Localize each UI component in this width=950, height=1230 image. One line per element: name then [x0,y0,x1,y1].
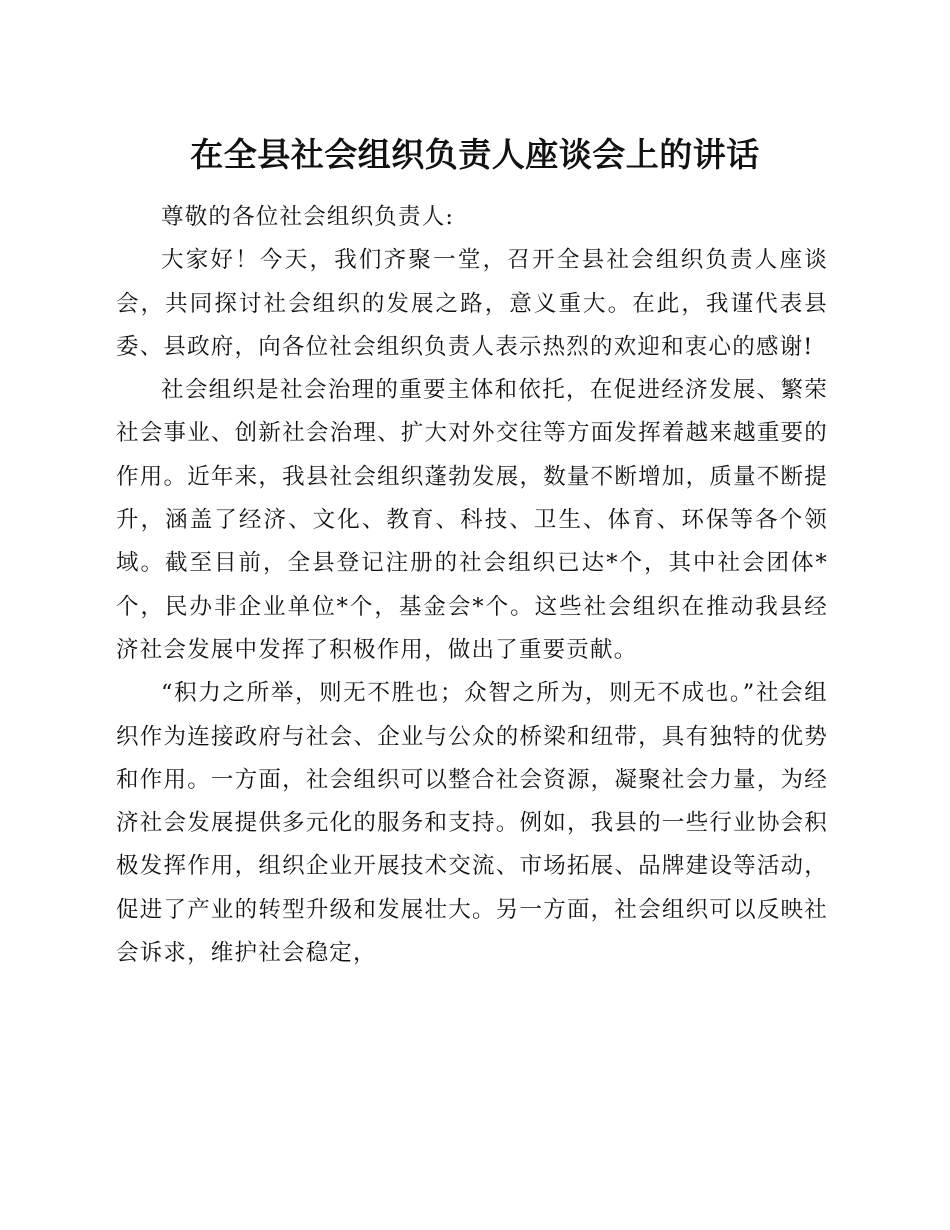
salutation: 尊敬的各位社会组织负责人: [161,204,455,230]
document-title: 在全县社会组织负责人座谈会上的讲话 [190,135,760,174]
paragraph-role-of-social-organizations: 社会组织是社会治理的重要主体和依托，在促进经济发展、繁荣社会事业、创新社会治理、扩大对外交往等方面发挥着越来越重要的作用。近年来，我县社会组织蓬勃发展，数量不断增加，质量不断提升，涵盖了经济、文化、教育、科技、卫生、体育、环保等各个领域。截至目前，全县登记注册的社会组织已达*个，其中社会团体*个，民办非企业单位*个，基金会*个。这些社会组织在推动我县经济社会发展中发挥了积极作用，做出了重要贡献。 [116,377,828,663]
paragraph-welcome: 大家好！今天，我们齐聚一堂，召开全县社会组织负责人座谈会，共同探讨社会组织的发展之路，意义重大。在此，我谨代表县委、县政府，向各位社会组织负责人表示热烈的欢迎和衷心的感谢! [116,247,828,360]
document-body [116,196,828,975]
paragraph-bridge-and-bond: “积力之所举，则无不胜也；众智之所为，则无不成也。”社会组织作为连接政府与社会、企业与公众的桥梁和纽带，具有独特的优势和作用。一方面，社会组织可以整合社会资源，凝聚社会力量，为经济社会发展提供多元化的服务和支持。例如，我县的一些行业协会积极发挥作用，组织企业开展技术交流、市场拓展、品牌建设等活动，促进了产业的转型升级和发展壮大。另一方面，社会组织可以反映社会诉求，维护社会稳定， [116,680,828,967]
